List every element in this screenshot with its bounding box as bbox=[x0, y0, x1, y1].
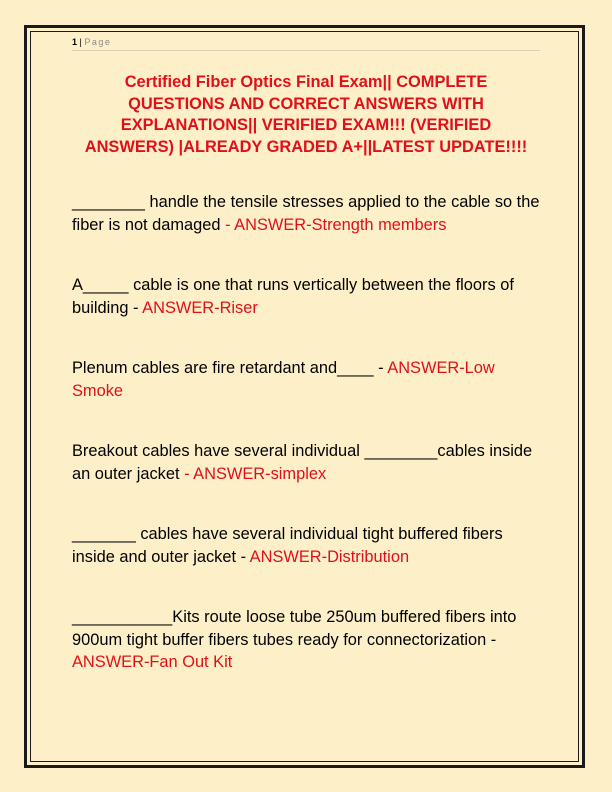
question-text: _______ cables have several individual tight buffered fibers inside and outer jacket - bbox=[72, 525, 503, 566]
question-answer-item bbox=[72, 357, 542, 402]
question-text: A_____ cable is one that runs vertically between the floors of building - bbox=[72, 276, 514, 317]
answer-text: - ANSWER-Strength members bbox=[225, 215, 447, 234]
question-answer-item bbox=[72, 523, 542, 568]
question-text: Breakout cables have several individual ________cables inside an outer jacket bbox=[72, 442, 533, 483]
question-answer-item bbox=[72, 274, 542, 319]
answer-text: ANSWER-Distribution bbox=[249, 547, 410, 566]
page-header bbox=[72, 37, 540, 51]
answer-text: ANSWER-Fan Out Kit bbox=[72, 653, 233, 671]
answer-text: - ANSWER-simplex bbox=[184, 464, 327, 483]
question-text: ___________Kits route loose tube 250um buffered fibers into 900um tight buffer fibers tubes ready for connectorization - bbox=[72, 608, 517, 649]
page-number: 1 bbox=[72, 37, 78, 47]
answer-text: ANSWER-Low Smoke bbox=[72, 359, 495, 400]
question-answer-item bbox=[72, 440, 542, 485]
answer-text: ANSWER-Riser bbox=[142, 298, 258, 317]
question-answer-item bbox=[72, 191, 542, 236]
question-answer-item bbox=[72, 606, 542, 674]
document-title: Certified Fiber Optics Final Exam|| COMPLETE QUESTIONS AND CORRECT ANSWERS WITH EXPLANATIONS|| VERIFIED EXAM!!! (VERIFIED ANSWERS) |ALREADY GRADED A+||LATEST UPDATE!!!! bbox=[84, 73, 528, 156]
question-text: Plenum cables are fire retardant and____ - bbox=[72, 359, 388, 377]
header-separator: | bbox=[77, 37, 85, 47]
page-word: Page bbox=[84, 37, 112, 47]
question-text: ________ handle the tensile stresses applied to the cable so the fiber is not damaged bbox=[72, 193, 540, 234]
